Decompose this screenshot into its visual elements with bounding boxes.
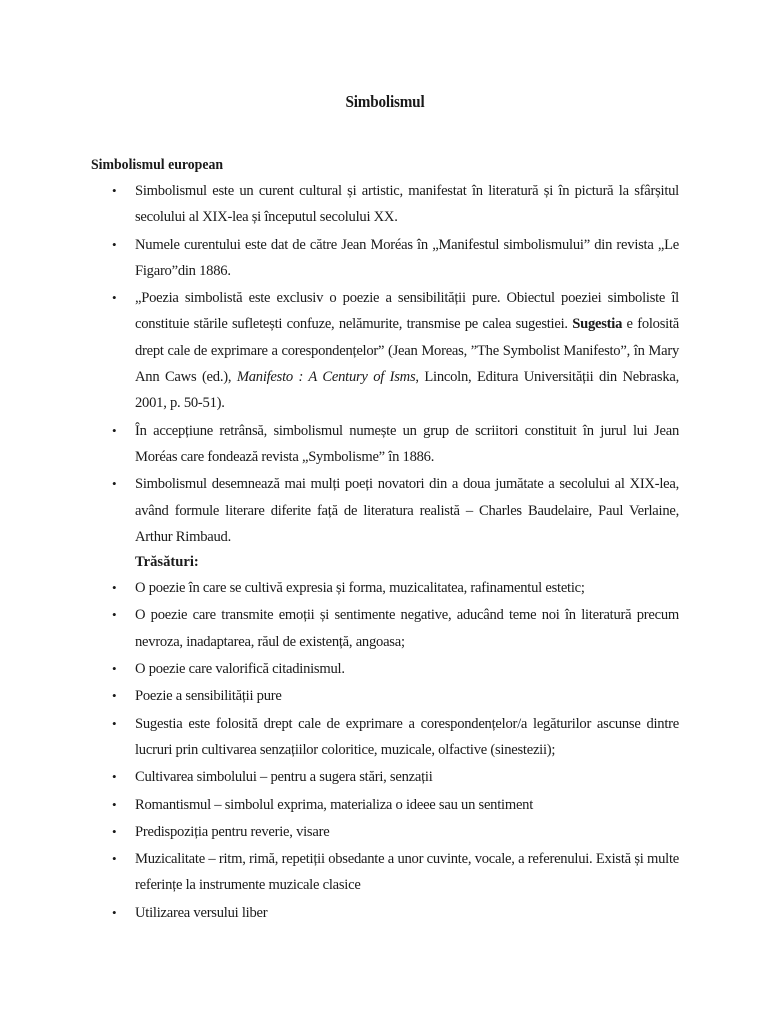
bullet-icon: • [112,904,117,920]
trait-text: Romantismul – simbolul exprima, materializa o ideee sau un sentiment [135,796,534,813]
list-item [91,471,679,550]
quote-text-part: „Poezia simbolistă este exclusiv o poezie a sensibilității pure. Obiectul poeziei simboliste îl constituie stările sufletești confuze, nelămurite, transmise pe calea sugestiei. [135,290,679,333]
trait-text: Cultivarea simbolului – pentru a sugera stări, senzații [135,769,433,786]
document-title: Simbolismul [345,92,425,111]
trait-item [91,575,679,601]
bullet-icon: • [112,183,117,198]
trait-text: O poezie care transmite emoții și sentimente negative, aducând teme noi în literatură precum nevroza, inadaptarea, răul de existență, angoasa; [135,607,679,650]
list-item-text: Numele curentului este dat de către Jean Moréas în „Manifestul simbolismului” din revista „Le Figaro”din 1886. [135,236,679,279]
trait-item [91,683,679,709]
list-item [91,178,679,231]
bullet-icon: • [112,688,117,704]
list-item [91,285,679,416]
trait-text: Sugestia este folosită drept cale de exprimare a corespondențelor/a legăturilor ascunse dintre lucruri prin cultivarea senzațiilor coloritice, muzicale, olfactive (sinestezii); [135,715,679,758]
quote-text-part: e folosită drept cale de exprimare a corespondențelor” (Jean Moreas, ”The Symbolist Manifesto”, în Mary Ann Caws (ed.), [135,316,679,386]
emphasis-bold: Sugestia [572,316,623,333]
intro-list [91,178,679,550]
bullet-icon: • [112,769,117,785]
trait-item [91,792,679,818]
bullet-icon: • [112,715,117,731]
trait-item [91,711,679,764]
quote-text-part: , Lincoln, Editura Universității din Nebraska, 2001, p. 50-51). [135,369,679,412]
trait-text: Predispoziția pentru reverie, visare [135,823,330,840]
bullet-icon: • [112,580,117,596]
trait-item [91,602,679,655]
section-heading: Simbolismul european [91,157,224,173]
bullet-icon: • [112,607,117,623]
trait-item [91,846,679,899]
bullet-icon: • [112,823,117,839]
bullet-icon: • [112,796,117,812]
list-item-text: În accepțiune retrânsă, simbolismul numește un grup de scriitori constituit în jurul lui Jean Moréas care fondează revista „Symbolisme” în 1886. [135,422,679,465]
trait-item [91,656,679,682]
trait-item [91,764,679,790]
trait-item [91,900,679,926]
trait-text: O poezie în care se cultivă expresia și forma, muzicalitatea, rafinamentul estetic; [135,580,585,597]
bullet-icon: • [112,661,117,677]
bullet-icon: • [112,476,117,492]
traits-list [91,575,679,926]
book-title: Manifesto : A Century of Isms [236,369,416,386]
bullet-icon: • [112,851,117,867]
traits-heading: Trăsături: [135,554,199,571]
trait-item [91,819,679,845]
bullet-icon: • [112,422,117,438]
list-item-text: Simbolismul desemnează mai mulți poeți novatori din a doua jumătate a secolului al XIX-lea, având formule literare diferite față de literatura realistă – Charles Baudelaire, Paul Verlaine, Arthur Rimbaud. [135,476,679,545]
list-item [91,232,679,285]
list-item-text: Simbolismul este un curent cultural și artistic, manifestat în literatură și în pictură la sfârșitul secolului al XIX-lea și începutul secolului XX. [135,183,679,226]
trait-text: Muzicalitate – ritm, rimă, repetiții obsedante a unor cuvinte, vocale, a referenului. Există și multe referințe la instrumente muzicale clasice [135,851,679,894]
trait-text: Utilizarea versului liber [135,904,268,921]
trait-text: Poezie a sensibilității pure [135,688,282,705]
list-item [91,418,679,471]
bullet-icon: • [112,290,117,306]
trait-text: O poezie care valorifică citadinismul. [135,661,345,678]
bullet-icon: • [112,236,117,252]
